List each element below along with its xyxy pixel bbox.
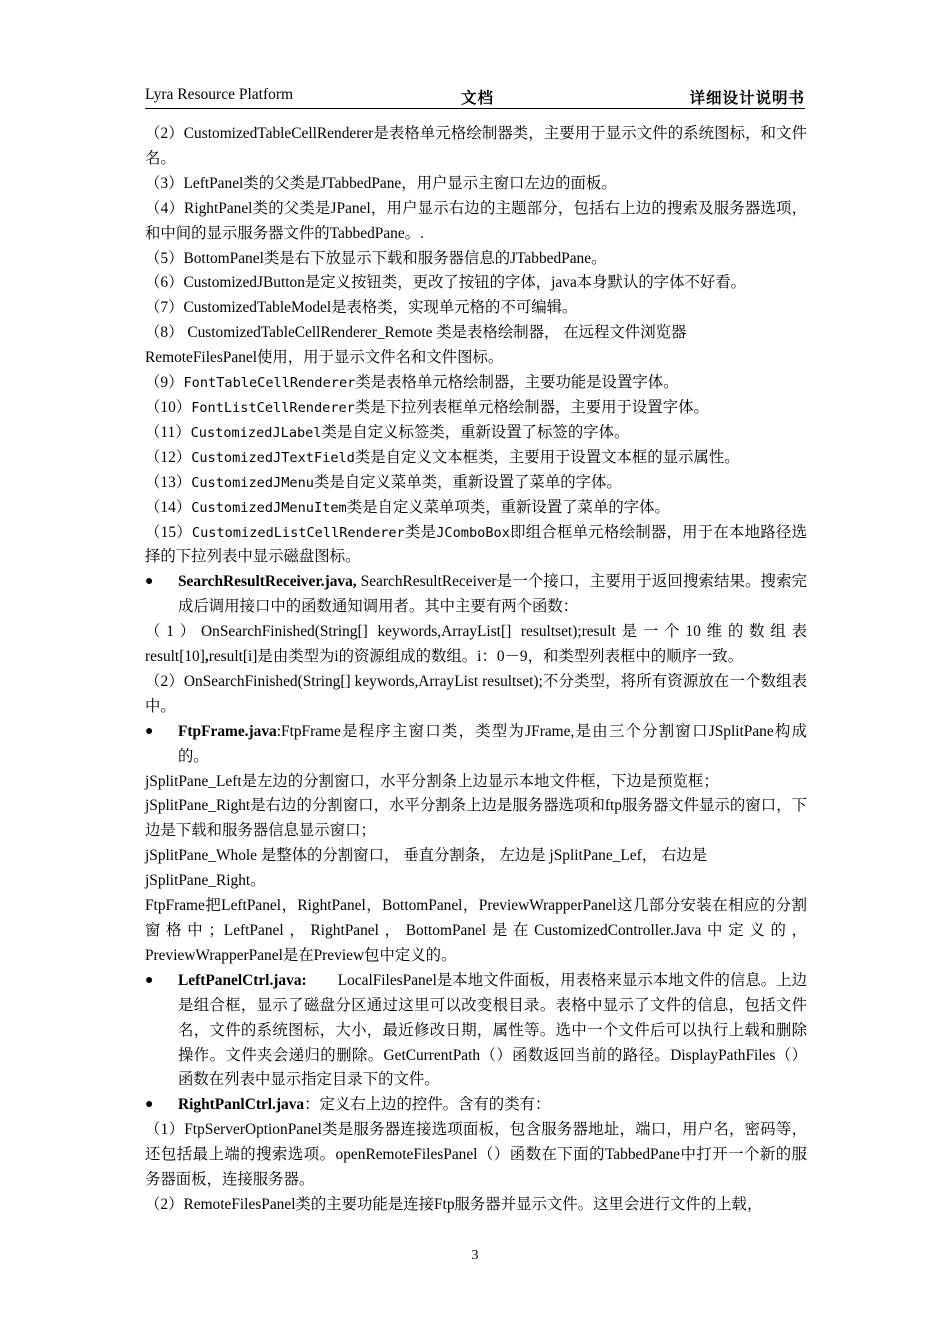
class-name: CustomizedJTextField: [191, 449, 355, 466]
paragraph: （12）CustomizedJTextField类是自定义文本框类，主要用于设置文本框的显示属性。: [145, 448, 740, 466]
paragraph: （4）RightPanel类的父类是JPanel，用户显示右边的主题部分，包括右上边的搜索及服务器选项，和中间的显示服务器文件的TabbedPane。.: [145, 199, 807, 242]
header-project-name: Lyra Resource Platform: [145, 86, 294, 103]
header-doc-title: 详细设计说明书: [689, 90, 805, 107]
paragraph: （2）RemoteFilesPanel类的主要功能是连接Ftp服务器并显示文件。这里会进行文件的上载，: [145, 1195, 763, 1213]
bullet-title: FtpFrame.java: [178, 722, 277, 740]
bullet-item: ● SearchResultReceiver.java, SearchResultReceiver是一个接口，主要用于返回搜索结果。搜索完成后调用接口中的函数通知调用者。其中主要有两个函数：: [145, 570, 807, 620]
paragraph: （5）BottomPanel类是右下放显示下载和服务器信息的JTabbedPane。: [145, 249, 607, 267]
bullet-icon: ●: [145, 574, 154, 590]
bullet-title: LeftPanelCtrl.java:: [178, 971, 307, 989]
paragraph: （1）OnSearchFinished(String[] keywords,ArrayList[] resultset);result是一个10维的数组表result[10],result[i]是由类型为i的资源组成的数组。i：0－9，和类型列表框中的顺序一致。: [145, 623, 807, 666]
paragraph: （6）CustomizedJButton是定义按钮类，更改了按钮的字体，java本身默认的字体不好看。: [145, 274, 747, 292]
paragraph: （15）CustomizedListCellRenderer类是JComboBox即组合框单元格绘制器，用于在本地路径选择的下拉列表中显示磁盘图标。: [145, 523, 807, 566]
paragraph: （11）CustomizedJLabel类是自定义标签类，重新设置了标签的字体。: [145, 423, 630, 441]
paragraph: RemoteFilesPanel使用，用于显示文件名和文件图标。: [145, 349, 504, 367]
paragraph: （10）FontListCellRenderer类是下拉列表框单元格绘制器，主要用于设置字体。: [145, 398, 709, 416]
header-doc-label: 文档: [461, 90, 495, 107]
page-header: [145, 86, 805, 109]
class-name: FontListCellRenderer: [191, 399, 355, 416]
paragraph: jSplitPane_Right是右边的分割窗口，水平分割条上边是服务器选项和ftp服务器文件显示的窗口，下边是下载和服务器信息显示窗口；: [145, 797, 807, 840]
paragraph: （7）CustomizedTableModel是表格类，实现单元格的不可编辑。: [145, 299, 578, 317]
page-number: 3: [471, 1248, 479, 1263]
paragraph: （14）CustomizedJMenuItem类是自定义菜单项类，重新设置了菜单的字体。: [145, 498, 670, 516]
bullet-icon: ●: [145, 972, 154, 988]
class-name: CustomizedJMenuItem: [191, 499, 347, 516]
class-name: CustomizedJLabel: [190, 424, 322, 441]
paragraph: （9）FontTableCellRenderer类是表格单元格绘制器，主要功能是设置字体。: [145, 374, 679, 392]
class-name: FontTableCellRenderer: [183, 375, 356, 392]
bullet-item: ● RightPanlCtrl.java：定义右上边的控件。含有的类有：: [145, 1093, 807, 1118]
bullet-icon: ●: [145, 1097, 154, 1113]
bullet-item: ● FtpFrame.java:FtpFrame是程序主窗口类，类型为JFrame,是由三个分割窗口JSplitPane构成的。: [145, 720, 807, 770]
bullet-item: ● LeftPanelCtrl.java: LocalFilesPanel是本地文件面板，用表格来显示本地文件的信息。上边是组合框，显示了磁盘分区通过这里可以改变根目录。表格中显示了文件的信息，包括文件名，文件的系统图标，大小，最近修改日期，属性等。选中一个文件后可以执行上载和删除操作。文件夹会递归的删除。GetCurrentPath（）函数返回当前的路径。DisplayPathFiles（）函数在列表中显示指定目录下的文件。: [145, 969, 807, 1094]
paragraph: jSplitPane_Whole 是整体的分割窗口， 垂直分割条， 左边是 jSplitPane_Lef， 右边是: [145, 847, 708, 865]
paragraph: （3）LeftPanel类的父类是JTabbedPane，用户显示主窗口左边的面板。: [145, 174, 617, 192]
paragraph: （1）FtpServerOptionPanel类是服务器连接选项面板，包含服务器地址，端口，用户名，密码等，还包括最上端的搜索选项。openRemoteFilesPanel（）函数在下面的TabbedPane中打开一个新的服务器面板，连接服务器。: [145, 1121, 807, 1189]
bullet-icon: ●: [145, 723, 154, 739]
bullet-title: RightPanlCtrl.java: [178, 1096, 305, 1114]
paragraph: jSplitPane_Left是左边的分割窗口，水平分割条上边显示本地文件框，下边是预览框；: [145, 772, 719, 790]
paragraph: （2）OnSearchFinished(String[] keywords,ArrayList resultset);不分类型，将所有资源放在一个数组表中。: [145, 672, 807, 715]
class-name: JComboBox: [436, 524, 510, 541]
bullet-title: SearchResultReceiver.java,: [178, 573, 357, 591]
paragraph: jSplitPane_Right。: [145, 872, 266, 890]
paragraph: （8） CustomizedTableCellRenderer_Remote 类是表格绘制器， 在远程文件浏览器: [145, 324, 687, 342]
class-name: CustomizedListCellRenderer: [191, 524, 405, 541]
class-name: CustomizedJMenu: [191, 474, 314, 491]
paragraph: （13）CustomizedJMenu类是自定义菜单类，重新设置了菜单的字体。: [145, 473, 622, 491]
page-body: [145, 122, 807, 1218]
paragraph: （2）CustomizedTableCellRenderer是表格单元格绘制器类，主要用于显示文件的系统图标，和文件名。: [145, 125, 807, 167]
paragraph: FtpFrame把LeftPanel，RightPanel，BottomPanel，PreviewWrapperPanel这几部分安装在相应的分割窗格中；LeftPanel，RightPanel，BottomPanel是在CustomizedController.Java中定义的，PreviewWrapperPanel是在Preview包中定义的。: [145, 897, 807, 964]
